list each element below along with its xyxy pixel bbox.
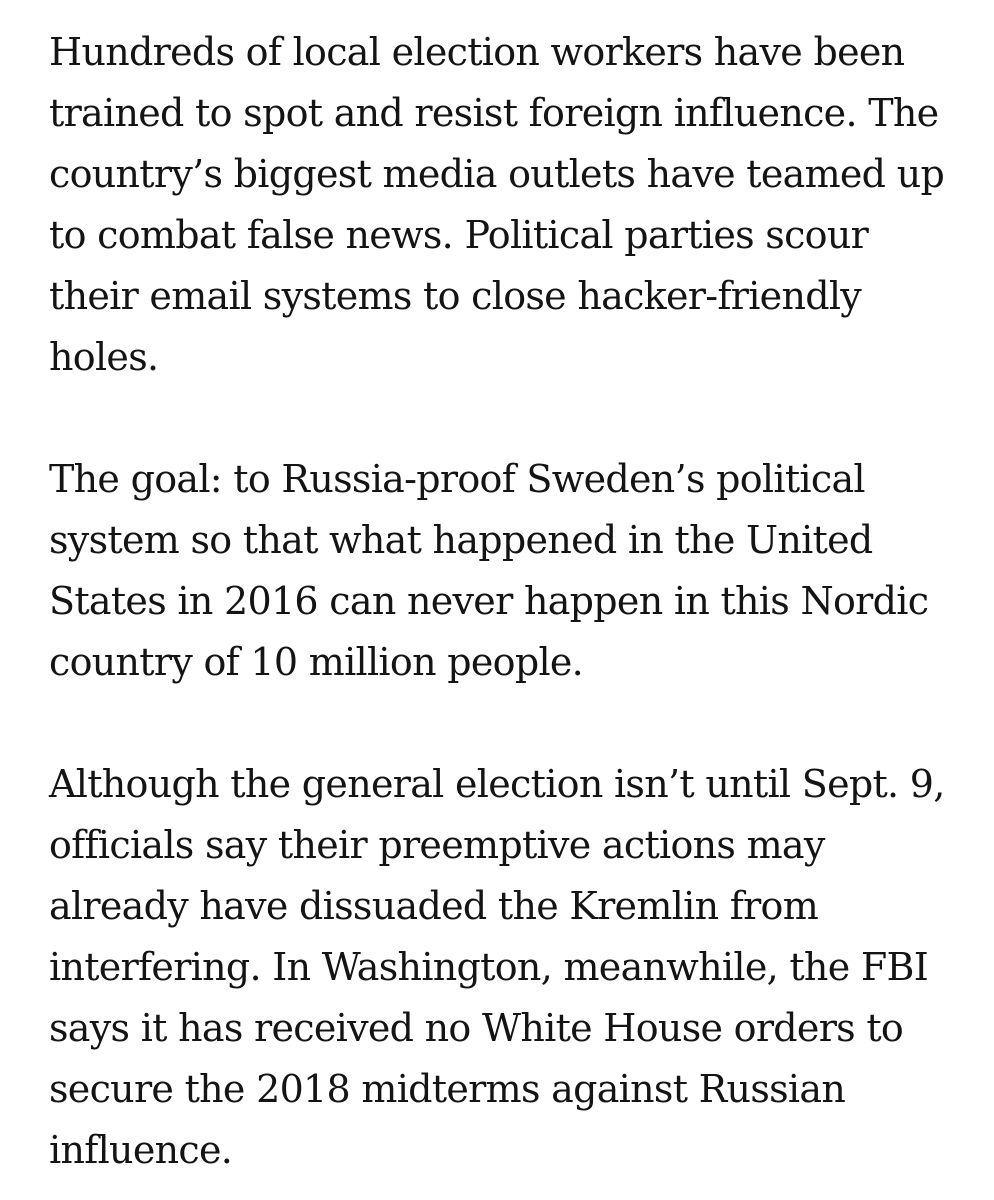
paragraph-line: their email systems to close hacker-friendly — [49, 274, 862, 318]
paragraph-line: system so that what happened in the United — [49, 518, 873, 562]
paragraph-line: trained to spot and resist foreign influence. The — [49, 91, 939, 135]
paragraph-line: country’s biggest media outlets have teamed up — [49, 152, 945, 196]
paragraph-line: influence. — [49, 1128, 233, 1172]
paragraph-line: to combat false news. Political parties scour — [49, 213, 869, 257]
article-body — [49, 22, 949, 1181]
paragraph-line: Although the general election isn’t until Sept. 9, — [49, 762, 945, 806]
paragraph-line: The goal: to Russia-proof Sweden’s political — [49, 457, 865, 501]
article-paragraph-3 — [49, 754, 949, 1181]
paragraph-line: secure the 2018 midterms against Russian — [49, 1067, 846, 1111]
paragraph-line: says it has received no White House orders to — [49, 1006, 904, 1050]
paragraph-line: States in 2016 can never happen in this Nordic — [49, 579, 929, 623]
paragraph-line: Hundreds of local election workers have been — [49, 30, 905, 74]
paragraph-line: already have dissuaded the Kremlin from — [49, 884, 819, 928]
article-paragraph-2 — [49, 449, 949, 693]
paragraph-line: holes. — [49, 335, 159, 379]
article-paragraph-1 — [49, 22, 949, 388]
paragraph-line: officials say their preemptive actions may — [49, 823, 825, 867]
paragraph-line: country of 10 million people. — [49, 640, 584, 684]
paragraph-line: interfering. In Washington, meanwhile, the FBI — [49, 945, 929, 989]
